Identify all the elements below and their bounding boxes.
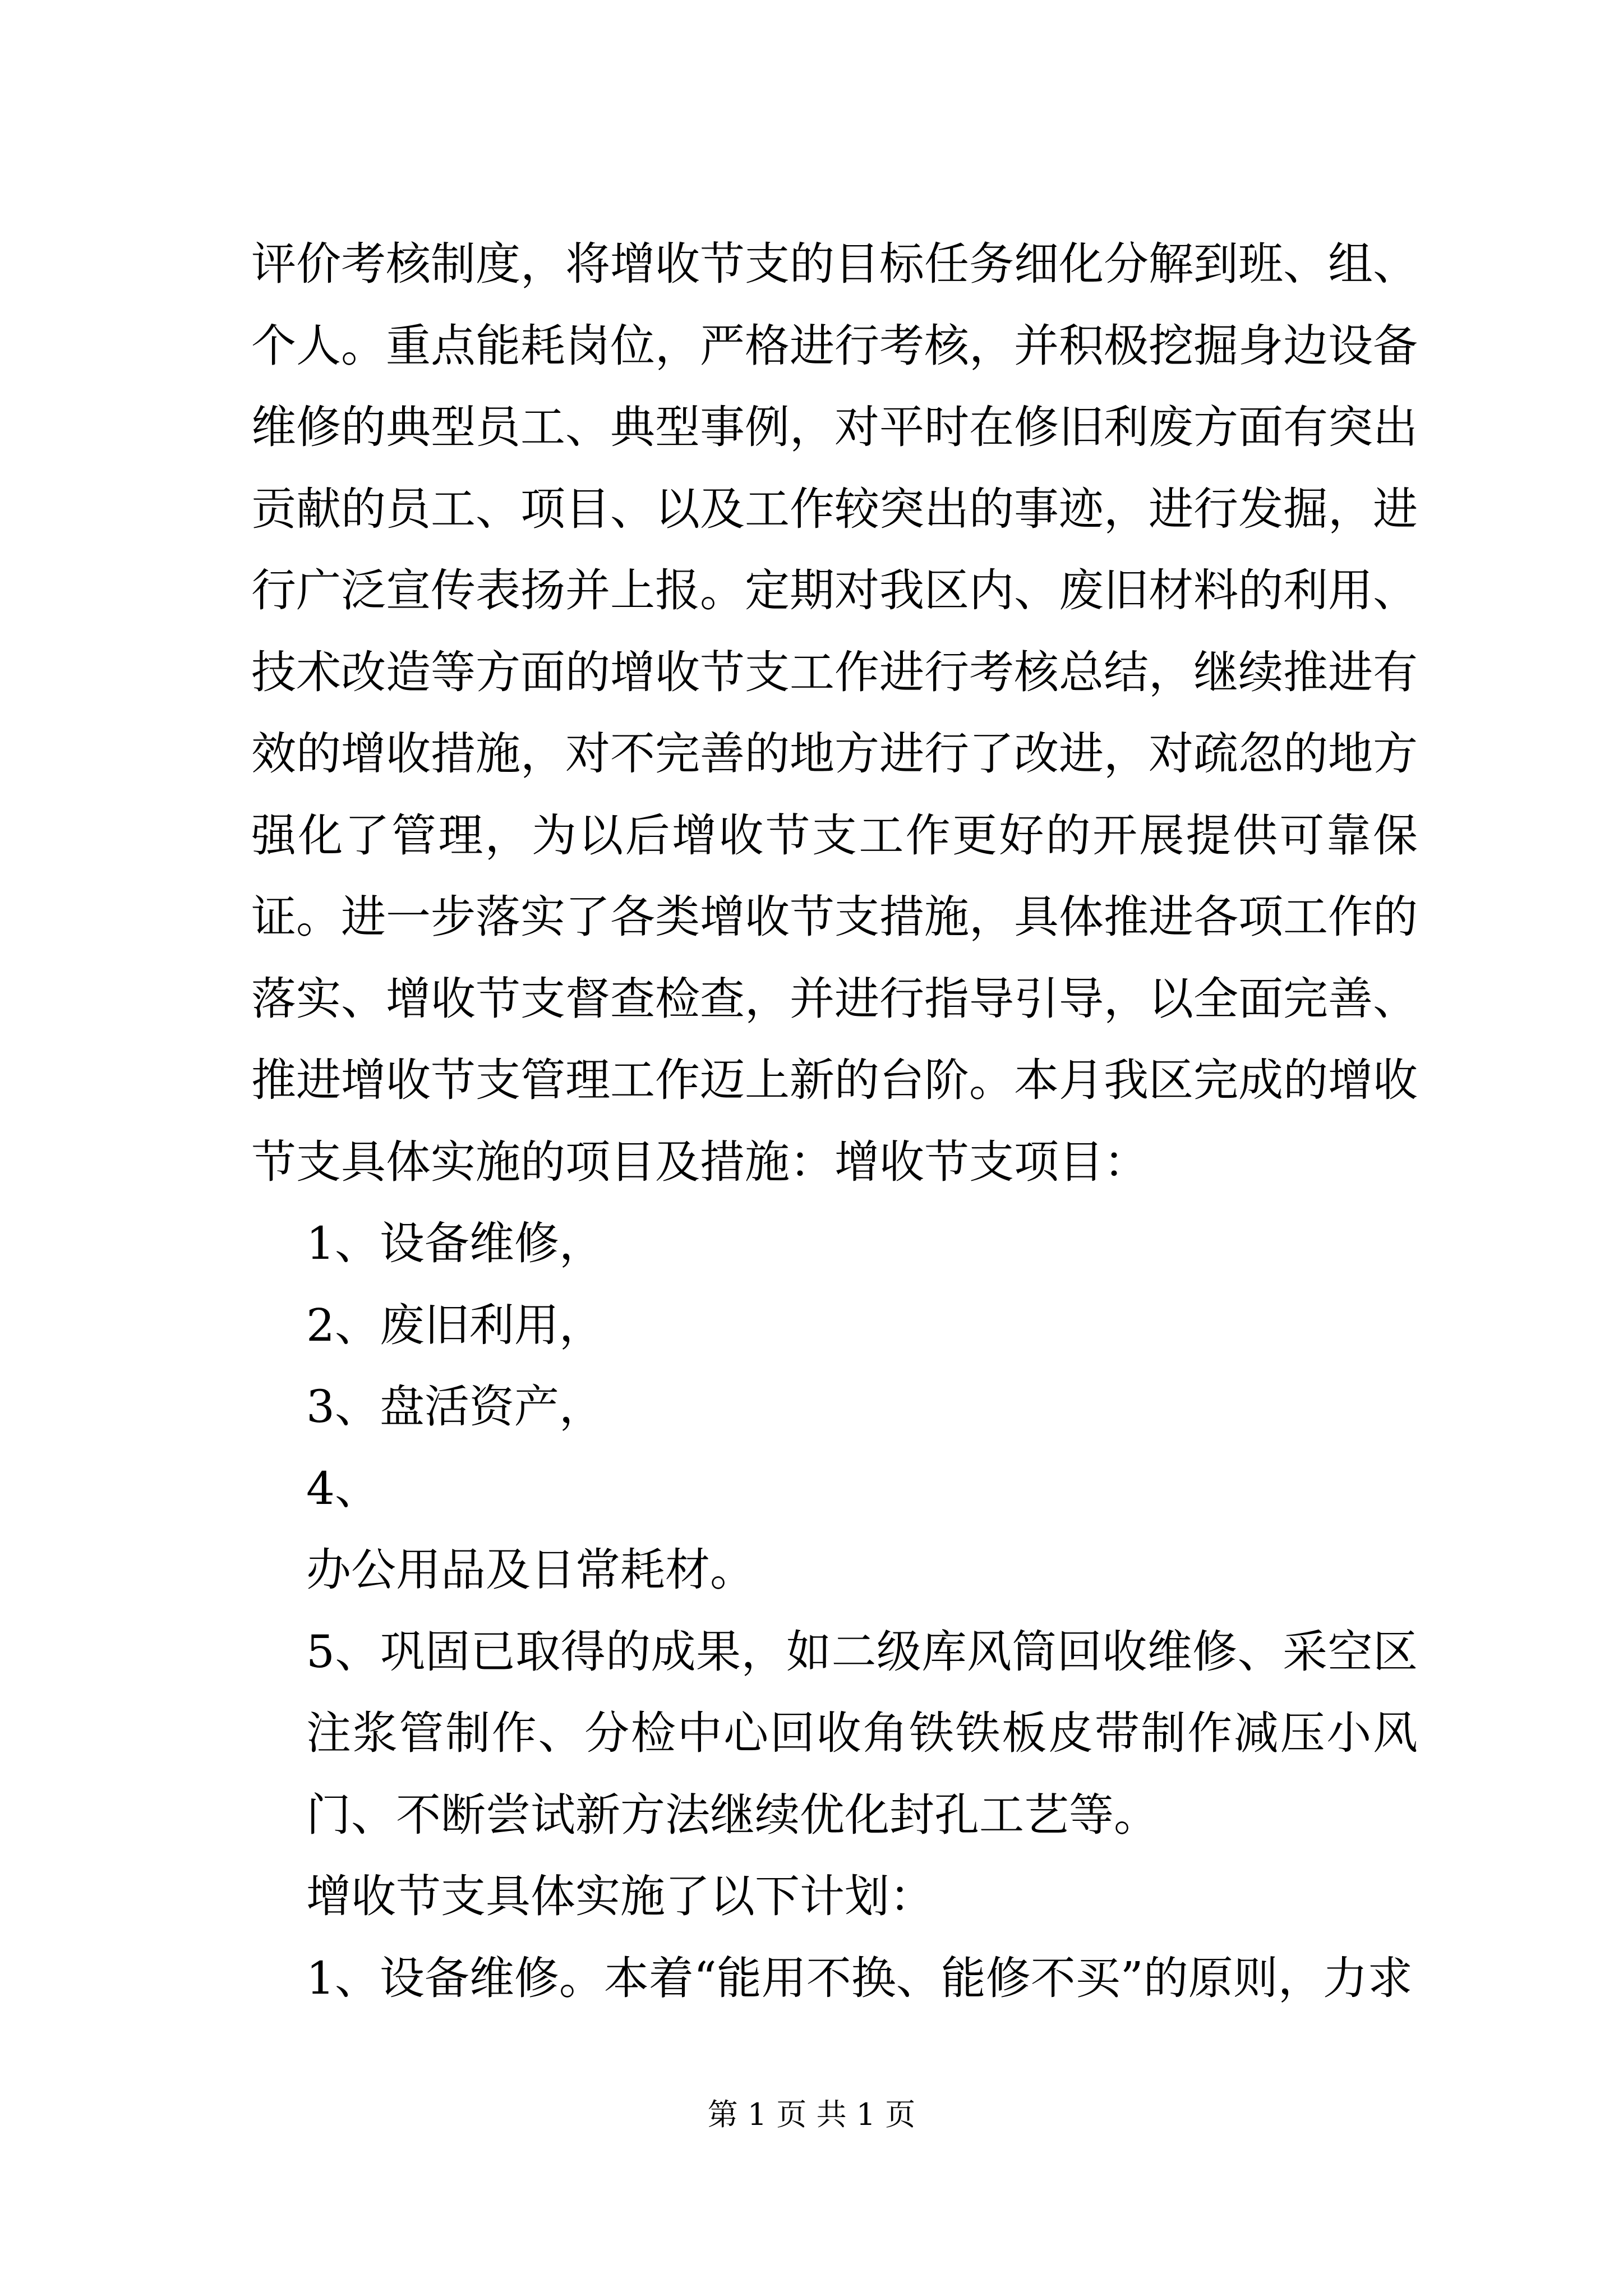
paragraph-plan-heading: 增收节支具体实施了以下计划： [306, 1870, 934, 1922]
list-item-office-supplies: 办公用品及日常耗材。 [306, 1544, 755, 1596]
paragraph-equipment-repair-plan: 1、设备维修。本着“能用不换、能修不买”的原则，力求 [306, 1952, 1413, 2004]
list-item-4-number: 4、 [306, 1462, 380, 1515]
document-body [251, 223, 1418, 2019]
list-item-asset-revitalization: 3、盘活资产， [306, 1381, 604, 1433]
list-item-equipment-repair: 1、设备维修， [306, 1217, 604, 1269]
list-item-waste-reuse: 2、废旧利用， [306, 1299, 604, 1351]
page-footer: 第 1 页 共 1 页 [707, 2097, 916, 2132]
list-item-consolidate-results: 5、巩固已取得的成果，如二级库风筒回收维修、采空区注浆管制作、分检中心回收角铁铁板皮带制作减压小风门、不断尝试新方法继续优化封孔工艺等。 [306, 1625, 1418, 1841]
paragraph-intro: 评价考核制度，将增收节支的目标任务细化分解到班、组、个人。重点能耗岗位，严格进行考核，并积极挖掘身边设备维修的典型员工、典型事例，对平时在修旧利废方面有突出贡献的员工、项目、以及工作较突出的事迹，进行发掘，进行广泛宣传表扬并上报。定期对我区内、废旧材料的利用、技术改造等方面的增收节支工作进行考核总结，继续推进有效的增收措施，对不完善的地方进行了改进，对疏忽的地方强化了管理，为以后增收节支工作更好的开展提供可靠保证。进一步落实了各类增收节支措施，具体推进各项工作的落实、增收节支督查检查，并进行指导引导，以全面完善、推进增收节支管理工作迈上新的台阶。本月我区完成的增收节支具体实施的项目及措施：增收节支项目： [251, 238, 1418, 1188]
